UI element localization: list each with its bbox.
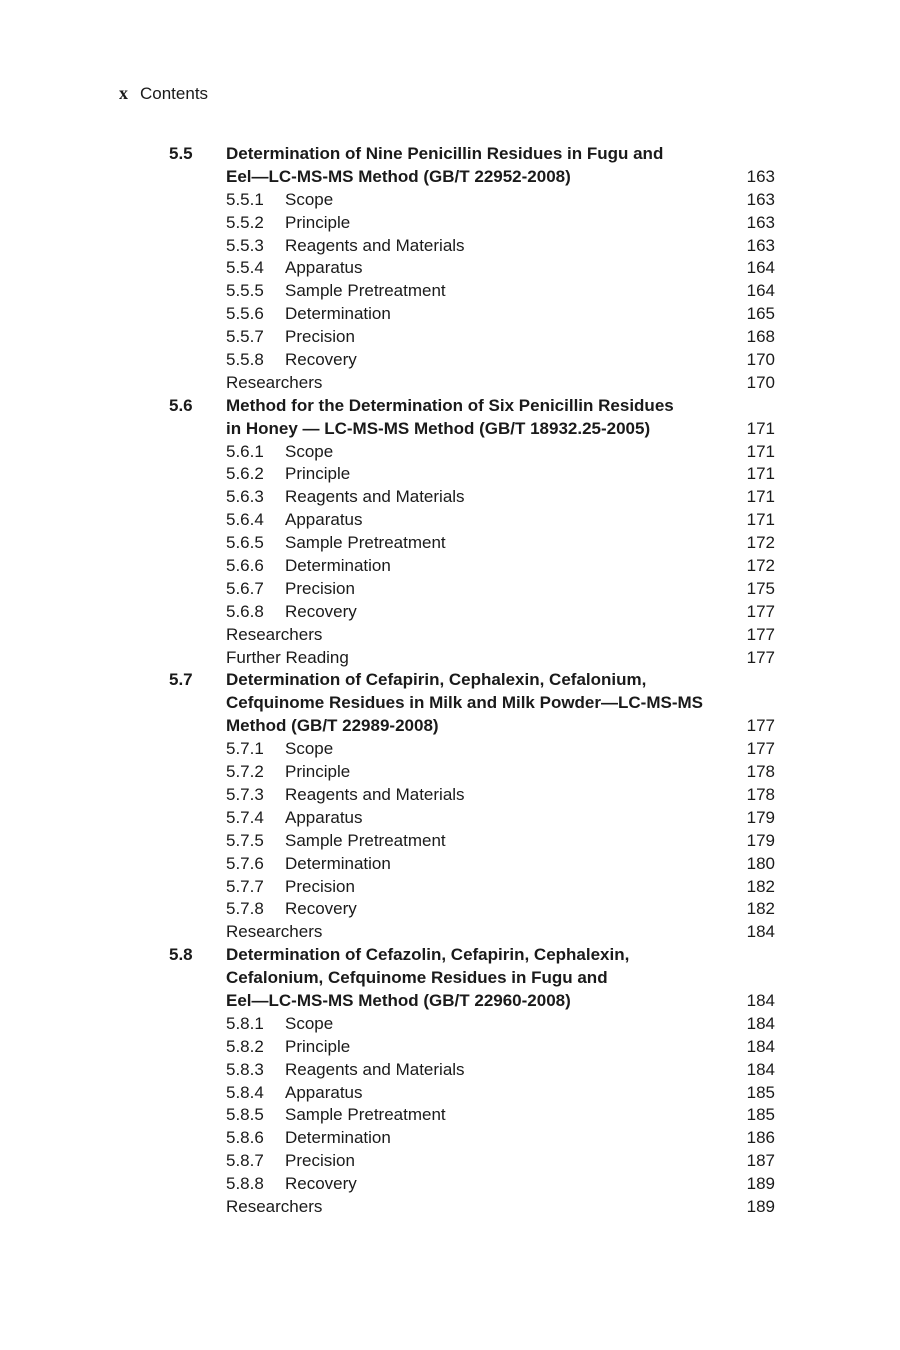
- page-number: 177: [746, 716, 775, 736]
- subsection-title: Scope: [285, 441, 334, 461]
- subsection-title: Determination: [285, 853, 391, 873]
- page-number: 177: [746, 647, 775, 667]
- page-folio: x: [119, 83, 128, 103]
- toc-subsection-entry[interactable]: [0, 1082, 900, 1105]
- subsection-title: Principle: [285, 1036, 351, 1056]
- subsection-title: Recovery: [285, 350, 357, 370]
- page-number: 177: [746, 624, 775, 644]
- subsection-number: 5.5.5: [226, 281, 264, 301]
- page-number: 171: [746, 464, 775, 484]
- toc-subsection-entry[interactable]: [0, 189, 900, 212]
- page-number: 172: [746, 556, 775, 576]
- subsection-title: Reagents and Materials: [285, 235, 465, 255]
- toc-subsection-entry[interactable]: [0, 1173, 900, 1196]
- toc-subsection-entry[interactable]: [0, 1059, 900, 1082]
- toc-subsection-entry[interactable]: [0, 1104, 900, 1127]
- toc-subsection-entry[interactable]: [0, 441, 900, 464]
- toc-extra-entry[interactable]: [0, 921, 900, 944]
- subsection-number: 5.7.7: [226, 876, 264, 896]
- subsection-title: Scope: [285, 1013, 334, 1033]
- toc-subsection-entry[interactable]: [0, 1150, 900, 1173]
- toc-section-entry[interactable]: [0, 944, 900, 967]
- subsection-number: 5.6.2: [226, 464, 264, 484]
- page-number: 187: [746, 1151, 775, 1171]
- subsection-number: 5.7.1: [226, 739, 264, 759]
- toc-section-entry[interactable]: [0, 715, 900, 738]
- subsection-title: Recovery: [285, 601, 357, 621]
- section-title-line: Determination of Cefazolin, Cefapirin, Cephalexin,: [226, 945, 630, 965]
- section-number: 5.8: [169, 945, 193, 965]
- subsection-number: 5.6.7: [226, 578, 264, 598]
- toc-subsection-entry[interactable]: [0, 761, 900, 784]
- section-title-line: Cefquinome Residues in Milk and Milk Powder—LC-MS-MS: [226, 693, 703, 713]
- subsection-number: 5.6.4: [226, 510, 264, 530]
- subsection-title: Sample Pretreatment: [285, 533, 446, 553]
- toc-subsection-entry[interactable]: [0, 578, 900, 601]
- toc-section-entry[interactable]: [0, 143, 900, 166]
- subsection-number: 5.5.8: [226, 350, 264, 370]
- running-title: Contents: [140, 84, 209, 103]
- subsection-title: Recovery: [285, 899, 357, 919]
- section-number: 5.7: [169, 670, 193, 690]
- subsection-title: Scope: [285, 739, 334, 759]
- section-number: 5.6: [169, 395, 193, 415]
- toc-subsection-entry[interactable]: [0, 830, 900, 853]
- page-number: 186: [746, 1128, 775, 1148]
- page-number: 178: [746, 784, 775, 804]
- toc-subsection-entry[interactable]: [0, 486, 900, 509]
- subsection-title: Sample Pretreatment: [285, 830, 446, 850]
- subsection-number: 5.8.8: [226, 1174, 264, 1194]
- page-number: 189: [746, 1174, 775, 1194]
- toc-section-entry[interactable]: [0, 395, 900, 418]
- toc-section-entry[interactable]: [0, 990, 900, 1013]
- subsection-title: Apparatus: [285, 510, 363, 530]
- subsection-title: Apparatus: [285, 258, 363, 278]
- toc-subsection-entry[interactable]: [0, 898, 900, 921]
- section-title-line: in Honey — LC-MS-MS Method (GB/T 18932.25-2005): [226, 418, 651, 438]
- page-number: 179: [746, 807, 775, 827]
- toc-subsection-entry[interactable]: [0, 349, 900, 372]
- section-number: 5.5: [169, 144, 193, 163]
- subsection-number: 5.5.6: [226, 304, 264, 324]
- subsection-number: 5.7.6: [226, 853, 264, 873]
- toc-extra-entry[interactable]: [0, 624, 900, 647]
- page-number: 172: [746, 533, 775, 553]
- subsection-title: Reagents and Materials: [285, 784, 465, 804]
- toc-subsection-entry[interactable]: [0, 738, 900, 761]
- toc-extra-entry[interactable]: [0, 372, 900, 395]
- subsection-title: Reagents and Materials: [285, 487, 465, 507]
- toc-section-entry[interactable]: [0, 166, 900, 189]
- toc-extra-entry[interactable]: [0, 647, 900, 670]
- toc-subsection-entry[interactable]: [0, 326, 900, 349]
- toc-subsection-entry[interactable]: [0, 532, 900, 555]
- section-title-line: Method (GB/T 22989-2008): [226, 716, 439, 736]
- page-number: 171: [746, 418, 775, 438]
- section-title-line: Determination of Cefapirin, Cephalexin, Cefalonium,: [226, 670, 647, 690]
- toc-section-entry[interactable]: [0, 418, 900, 441]
- subsection-number: 5.7.4: [226, 807, 264, 827]
- subsection-title: Apparatus: [285, 1082, 363, 1102]
- subsection-title: Precision: [285, 327, 355, 347]
- subsection-number: 5.8.2: [226, 1036, 264, 1056]
- page-number: 185: [746, 1082, 775, 1102]
- subsection-title: Determination: [285, 1128, 391, 1148]
- subsection-title: Principle: [285, 464, 351, 484]
- subsection-number: 5.8.1: [226, 1013, 264, 1033]
- subsection-title: Determination: [285, 304, 391, 324]
- page-number: 168: [746, 327, 775, 347]
- subsection-number: 5.6.6: [226, 556, 264, 576]
- subsection-number: 5.8.5: [226, 1105, 264, 1125]
- subsection-number: 5.8.6: [226, 1128, 264, 1148]
- page-number: 177: [746, 739, 775, 759]
- subsection-number: 5.6.3: [226, 487, 264, 507]
- page-number: 182: [746, 899, 775, 919]
- subsection-title: Determination: [285, 556, 391, 576]
- page-number: 163: [746, 212, 775, 232]
- page-number: 185: [746, 1105, 775, 1125]
- toc-subsection-entry[interactable]: [0, 807, 900, 830]
- toc-subsection-entry[interactable]: [0, 1013, 900, 1036]
- section-title-line: Determination of Nine Penicillin Residues in Fugu and: [226, 144, 664, 163]
- extra-title: Researchers: [226, 624, 323, 644]
- page-number: 170: [746, 372, 775, 392]
- page-number: 163: [746, 166, 775, 186]
- toc-extra-entry[interactable]: [0, 1196, 900, 1219]
- toc-subsection-entry[interactable]: [0, 509, 900, 532]
- subsection-title: Sample Pretreatment: [285, 1105, 446, 1125]
- section-title-line: Eel—LC-MS-MS Method (GB/T 22960-2008): [226, 990, 571, 1010]
- page-number: 180: [746, 853, 775, 873]
- toc-subsection-entry[interactable]: [0, 280, 900, 303]
- toc-subsection-entry[interactable]: [0, 601, 900, 624]
- page-number: 184: [746, 1013, 775, 1033]
- toc-subsection-entry[interactable]: [0, 235, 900, 258]
- page-number: 184: [746, 990, 775, 1010]
- section-title-line: Method for the Determination of Six Penicillin Residues: [226, 395, 674, 415]
- subsection-title: Principle: [285, 212, 351, 232]
- extra-title: Further Reading: [226, 647, 349, 667]
- toc-subsection-entry[interactable]: [0, 1127, 900, 1150]
- section-title-line: Cefalonium, Cefquinome Residues in Fugu and: [226, 968, 608, 988]
- page-number: 189: [746, 1196, 775, 1216]
- section-title-line: Eel—LC-MS-MS Method (GB/T 22952-2008): [226, 166, 571, 186]
- toc-section-entry[interactable]: [0, 669, 900, 692]
- page-number: 184: [746, 1059, 775, 1079]
- page-number: 179: [746, 830, 775, 850]
- toc-section-entry[interactable]: [0, 967, 900, 990]
- subsection-title: Reagents and Materials: [285, 1059, 465, 1079]
- page-number: 164: [746, 258, 775, 278]
- subsection-number: 5.7.5: [226, 830, 264, 850]
- toc-subsection-entry[interactable]: [0, 853, 900, 876]
- page-number: 163: [746, 235, 775, 255]
- subsection-number: 5.7.8: [226, 899, 264, 919]
- subsection-title: Precision: [285, 1151, 355, 1171]
- subsection-number: 5.5.4: [226, 258, 264, 278]
- subsection-title: Apparatus: [285, 807, 363, 827]
- page-number: 164: [746, 281, 775, 301]
- toc-subsection-entry[interactable]: [0, 1036, 900, 1059]
- page-number: 184: [746, 922, 775, 942]
- page-number: 171: [746, 487, 775, 507]
- subsection-number: 5.8.3: [226, 1059, 264, 1079]
- page-number: 175: [746, 578, 775, 598]
- toc-section-entry[interactable]: [0, 692, 900, 715]
- extra-title: Researchers: [226, 1196, 323, 1216]
- subsection-number: 5.5.3: [226, 235, 264, 255]
- page-number: 163: [746, 189, 775, 209]
- page-number: 165: [746, 304, 775, 324]
- toc-subsection-entry[interactable]: [0, 555, 900, 578]
- subsection-number: 5.5.2: [226, 212, 264, 232]
- subsection-number: 5.8.7: [226, 1151, 264, 1171]
- toc-subsection-entry[interactable]: [0, 303, 900, 326]
- subsection-title: Recovery: [285, 1174, 357, 1194]
- subsection-number: 5.7.3: [226, 784, 264, 804]
- subsection-title: Scope: [285, 189, 334, 209]
- toc-subsection-entry[interactable]: [0, 212, 900, 235]
- subsection-title: Principle: [285, 762, 351, 782]
- page-number: 171: [746, 510, 775, 530]
- running-head: [119, 82, 208, 104]
- toc-subsection-entry[interactable]: [0, 257, 900, 280]
- subsection-number: 5.8.4: [226, 1082, 264, 1102]
- subsection-title: Sample Pretreatment: [285, 281, 446, 301]
- table-of-contents: [0, 143, 900, 1219]
- toc-subsection-entry[interactable]: [0, 784, 900, 807]
- subsection-number: 5.6.8: [226, 601, 264, 621]
- page-number: 177: [746, 601, 775, 621]
- subsection-number: 5.5.7: [226, 327, 264, 347]
- extra-title: Researchers: [226, 372, 323, 392]
- page-number: 184: [746, 1036, 775, 1056]
- subsection-title: Precision: [285, 876, 355, 896]
- subsection-number: 5.6.5: [226, 533, 264, 553]
- page-number: 178: [746, 762, 775, 782]
- subsection-title: Precision: [285, 578, 355, 598]
- toc-subsection-entry[interactable]: [0, 463, 900, 486]
- subsection-number: 5.6.1: [226, 441, 264, 461]
- page-number: 182: [746, 876, 775, 896]
- extra-title: Researchers: [226, 922, 323, 942]
- page-number: 170: [746, 350, 775, 370]
- toc-subsection-entry[interactable]: [0, 876, 900, 899]
- subsection-number: 5.5.1: [226, 189, 264, 209]
- page-number: 171: [746, 441, 775, 461]
- subsection-number: 5.7.2: [226, 762, 264, 782]
